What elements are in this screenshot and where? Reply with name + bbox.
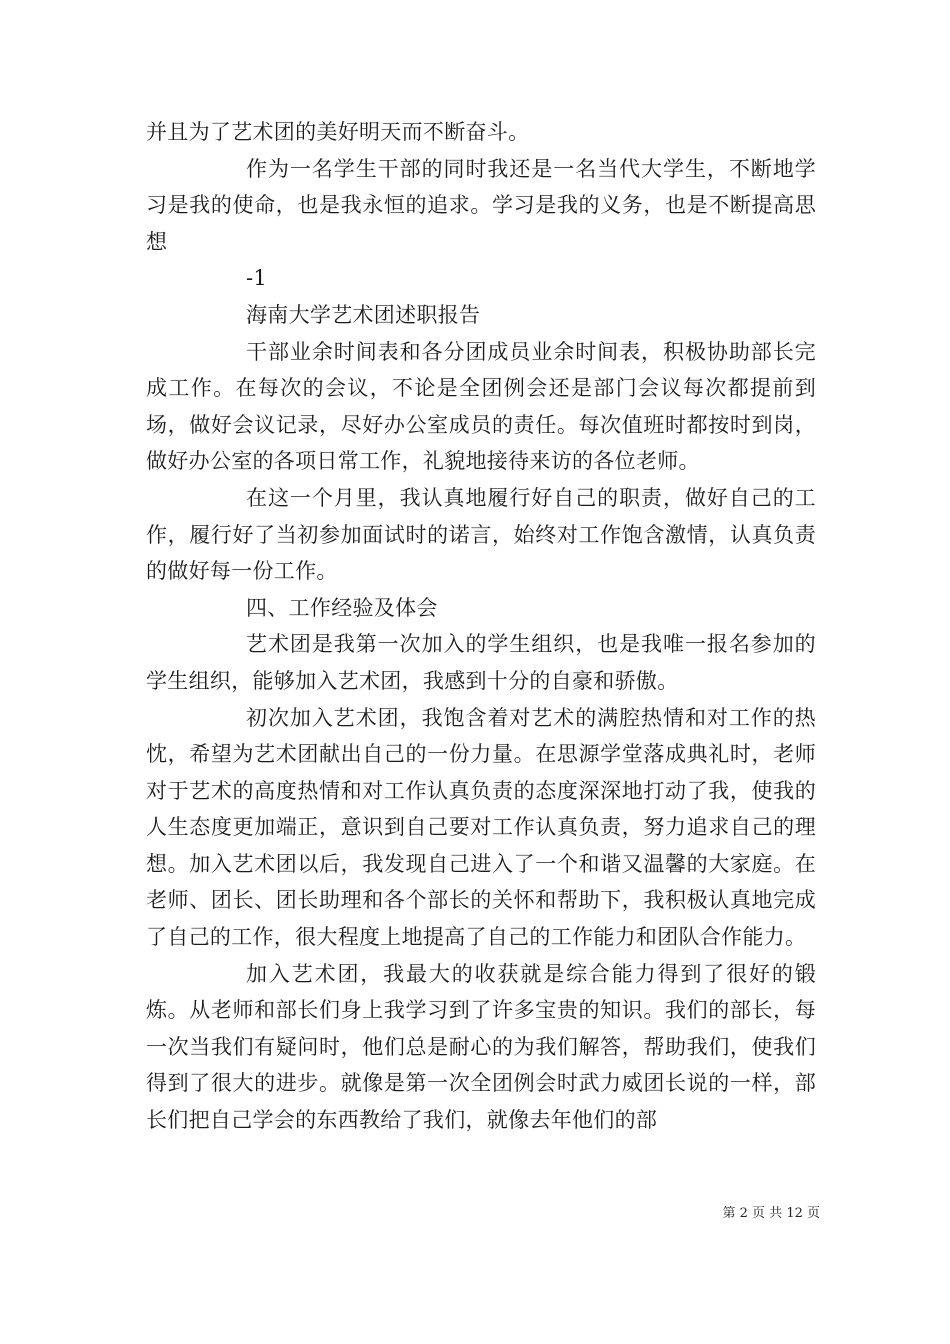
paragraph-1: 并且为了艺术团的美好明天而不断奋斗。 [146, 120, 530, 144]
document-body [146, 114, 816, 1139]
paragraph-3: 干部业余时间表和各分团成员业余时间表，积极协助部长完成工作。在每次的会议，不论是全团例会还是部门会议每次都提前到场，做好会议记录，尽好办公室成员的责任。每次值班时都按时到岗，做好办公室的各项日常工作，礼貌地接待来访的各位老师。 [146, 339, 816, 474]
page-number-footer: 第 2 页 共 12 页 [722, 1206, 820, 1221]
report-title: 海南大学艺术团述职报告 [246, 302, 481, 327]
paragraph-5: 艺术团是我第一次加入的学生组织，也是我唯一报名参加的学生组织，能够加入艺术团，我感到十分的自豪和骄傲。 [146, 632, 816, 693]
page-marker: -1 [246, 266, 268, 291]
paragraph-6: 初次加入艺术团，我饱含着对艺术的满腔热情和对工作的热忱，希望为艺术团献出自己的一份力量。在思源学堂落成典礼时，老师对于艺术的高度热情和对工作认真负责的态度深深地打动了我，使我的人生态度更加端正，意识到自己要对工作认真负责，努力追求自己的理想。加入艺术团以后，我发现自己进入了一个和谐又温馨的大家庭。在老师、团长、团长助理和各个部长的关怀和帮助下，我积极认真地完成了自己的工作，很大程度上地提高了自己的工作能力和团队合作能力。 [146, 705, 816, 950]
paragraph-2: 作为一名学生干部的同时我还是一名当代大学生，不断地学习是我的使命，也是我永恒的追求。学习是我的义务，也是不断提高思想 [146, 156, 816, 254]
paragraph-7: 加入艺术团，我最大的收获就是综合能力得到了很好的锻炼。从老师和部长们身上我学习到了许多宝贵的知识。我们的部长，每一次当我们有疑问时，他们总是耐心的为我们解答，帮助我们，使我们得到了很大的进步。就像是第一次全团例会时武力威团长说的一样，部长们把自己学会的东西教给了我们，就像去年他们的部 [146, 961, 816, 1133]
paragraph-4: 在这一个月里，我认真地履行好自己的职责，做好自己的工作，履行好了当初参加面试时的诺言，始终对工作饱含激情，认真负责的做好每一份工作。 [146, 485, 816, 584]
section-heading: 四、工作经验及体会 [246, 595, 438, 620]
